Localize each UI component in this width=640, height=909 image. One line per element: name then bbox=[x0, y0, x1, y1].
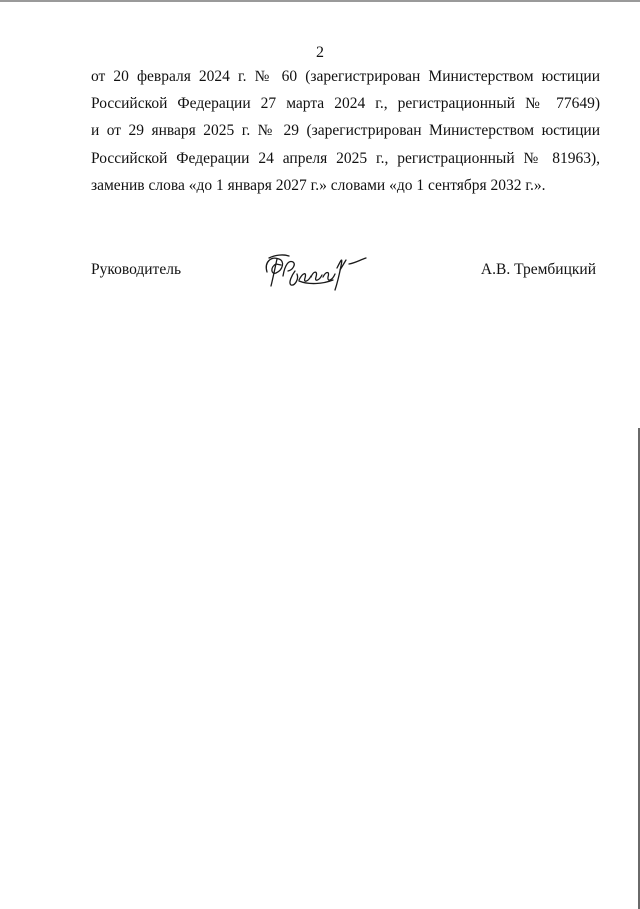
signer-position: Руководитель bbox=[91, 261, 182, 278]
text-line: Российской Федерации 24 апреля 2025 г., регистрационный № 81963), bbox=[91, 149, 600, 167]
text-line: и от 29 января 2025 г. № 29 (зарегистрирован Министерством юстиции bbox=[91, 122, 600, 140]
scan-top-edge bbox=[0, 0, 640, 2]
page-number: 2 bbox=[316, 44, 324, 61]
signer-name: А.В. Трембицкий bbox=[480, 261, 596, 278]
handwritten-signature-icon bbox=[261, 246, 371, 296]
body-paragraph bbox=[91, 63, 600, 199]
signature-block bbox=[91, 258, 600, 318]
text-line: заменив слова «до 1 января 2027 г.» словами «до 1 сентября 2032 г.». bbox=[91, 176, 546, 194]
text-line: Российской Федерации 27 марта 2024 г., регистрационный № 77649) bbox=[91, 95, 600, 113]
text-line: от 20 февраля 2024 г. № 60 (зарегистрирован Министерством юстиции bbox=[91, 68, 600, 85]
